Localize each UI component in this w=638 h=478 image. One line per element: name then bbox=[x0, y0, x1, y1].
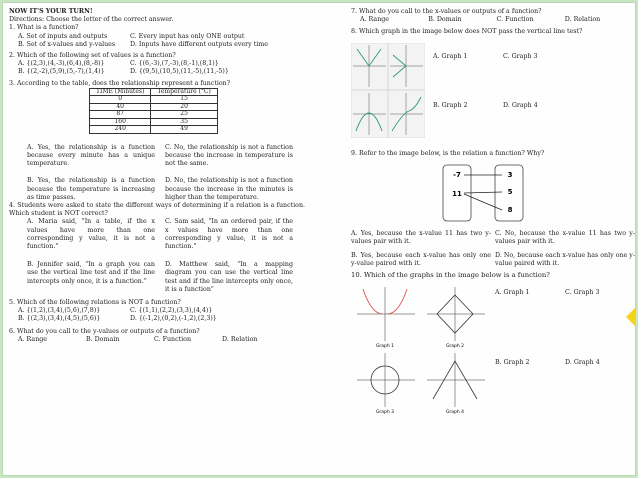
q6-option-a[interactable]: A. Range bbox=[18, 335, 48, 343]
q10-option-a[interactable]: A. Graph 1 bbox=[495, 288, 530, 296]
q3-table bbox=[89, 88, 218, 134]
q9-options bbox=[351, 230, 633, 246]
q3-question: 3. According to the table, does the relationship represent a function? bbox=[9, 79, 231, 87]
worksheet-title: NOW IT'S YOUR TURN! bbox=[9, 8, 93, 15]
q2-options-row1 bbox=[9, 60, 309, 68]
q3-table-header-temp: Temperature (°C) bbox=[151, 88, 218, 96]
mapping-input: 11 bbox=[452, 189, 462, 198]
q10-option-d[interactable]: D. Graph 4 bbox=[565, 358, 600, 366]
q2-option-c[interactable]: C. {(6,-3),(7,-3),(8,-1),(8,1)} bbox=[130, 60, 219, 68]
graph-4-label: Graph 4 bbox=[445, 409, 465, 415]
q2-option-d[interactable]: D. {(9,5),(10,5),(11,-5),(11,-5)} bbox=[130, 68, 229, 76]
q7-options bbox=[351, 16, 633, 24]
graph-2-label: Graph 2 bbox=[445, 343, 465, 349]
q1-option-c[interactable]: C. Every input has only ONE output bbox=[130, 32, 245, 40]
q7-option-b[interactable]: B. Domain bbox=[428, 16, 462, 24]
q8-options bbox=[433, 53, 563, 138]
table-cell: 15 bbox=[151, 96, 218, 104]
q9-options-2 bbox=[351, 252, 633, 268]
q3-option-c[interactable]: C. No, the relationship is not a function because the increase in temperature is not the same. bbox=[165, 143, 293, 168]
table-cell: 240 bbox=[90, 126, 151, 134]
q3-options bbox=[9, 144, 309, 169]
q2-options-row2 bbox=[9, 68, 309, 76]
table-cell: 25 bbox=[151, 111, 218, 119]
q6-option-c[interactable]: C. Function bbox=[154, 335, 191, 343]
q3-option-b[interactable]: B. Yes, the relationship is a function because the temperature is increasing as time passes. bbox=[27, 177, 155, 201]
table-cell: 35 bbox=[151, 118, 218, 126]
q6-options bbox=[9, 336, 309, 344]
q5-question: 5. Which of the following relations is NOT a function? bbox=[9, 299, 181, 307]
table-cell: 40 bbox=[90, 103, 151, 111]
q4-option-a[interactable]: A. Maria said, "In a table, if the x values have more than one corresponding y value, it is not a function." bbox=[27, 218, 155, 251]
q9-option-c[interactable]: C. No, because the x-value 11 has two y-values pair with it. bbox=[495, 229, 635, 246]
mapping-output: 5 bbox=[507, 187, 513, 196]
q2-option-b[interactable]: B. {(2,-2),(5,9),(5,-7),(1,4)} bbox=[18, 68, 105, 76]
mapping-output: 3 bbox=[507, 170, 513, 179]
q8-option-d[interactable]: D. Graph 4 bbox=[503, 102, 538, 110]
q7-question: 7. What do you call to the x-values or outputs of a function? bbox=[351, 8, 542, 15]
q5-options-row2 bbox=[9, 315, 309, 323]
graph-1-label: Graph 1 bbox=[375, 343, 395, 349]
q9-option-b[interactable]: B. Yes, because each x-value has only one y-value paired with it. bbox=[351, 252, 491, 268]
q2-option-a[interactable]: A. {(2,3),(4,-3),(6,4),(8,-8)} bbox=[18, 60, 105, 68]
q9-option-a[interactable]: A. Yes, because the x-value 11 has two y-values pair with it. bbox=[351, 229, 491, 246]
q8-question: 8. Which graph in the image below does NOT pass the vertical line test? bbox=[351, 28, 583, 36]
q8-block bbox=[351, 43, 633, 138]
graph-3-label: Graph 3 bbox=[375, 409, 395, 415]
q1-option-a[interactable]: A. Set of inputs and outputs bbox=[18, 32, 108, 40]
q6-option-d[interactable]: D. Relation bbox=[222, 335, 258, 343]
q5-options-row1 bbox=[9, 307, 309, 315]
q8-option-a[interactable]: A. Graph 1 bbox=[433, 52, 468, 60]
mapping-output: 8 bbox=[507, 205, 513, 214]
worksheet-page bbox=[3, 3, 635, 475]
mapping-input: -7 bbox=[453, 170, 461, 179]
q10-options bbox=[495, 289, 625, 415]
q3-option-a[interactable]: A. Yes, the relationship is a function because every minute has a unique temperature. bbox=[27, 143, 155, 168]
q5-option-a[interactable]: A. {(1,2),(3,4),(5,6),(7,8)} bbox=[18, 307, 101, 315]
q9-question: 9. Refer to the image below, is the relation a function? Why? bbox=[351, 149, 545, 157]
q4-question: 4. Students were asked to state the different ways of determining if a relation is a function. Which student is NOT correct? bbox=[9, 202, 305, 218]
q2-question: 2. Which of the following set of values is a function? bbox=[9, 52, 176, 60]
q6-option-b[interactable]: B. Domain bbox=[86, 335, 120, 343]
q5-option-b[interactable]: B. {(2,3),(3,4),(4,5),(5,6)} bbox=[18, 315, 101, 323]
q7-option-a[interactable]: A. Range bbox=[360, 16, 390, 24]
q4-option-c[interactable]: C. Sam said, "In an ordered pair, if the x values have more than one corresponding y value, it is not a function." bbox=[165, 218, 293, 251]
q8-graphs-image bbox=[351, 43, 425, 138]
left-column bbox=[9, 8, 309, 344]
q10-graphs-image bbox=[351, 281, 491, 415]
q9-option-d[interactable]: D. No, because each x-value has only one y-value paired with it. bbox=[495, 252, 635, 268]
table-cell: 0 bbox=[90, 96, 151, 104]
q3-option-d[interactable]: D. No, the relationship is not a function because the increase in the minutes is higher than the temperature. bbox=[165, 177, 293, 201]
q1-options-row1 bbox=[9, 33, 309, 41]
q10-option-c[interactable]: C. Graph 3 bbox=[565, 288, 600, 296]
q3-options-2 bbox=[9, 177, 309, 202]
right-column bbox=[351, 8, 633, 415]
q1-option-d[interactable]: D. Inputs have different outputs every time bbox=[130, 40, 268, 48]
q4-options-2 bbox=[9, 261, 309, 294]
q10-block bbox=[351, 281, 633, 415]
q4-option-b[interactable]: B. Jennifer said, "In a graph you can use the vertical line test and if the line intercepts only once, it is a function." bbox=[27, 261, 155, 285]
q10-question: 10. Which of the graphs in the image below is a function? bbox=[351, 270, 550, 279]
table-cell: 87 bbox=[90, 111, 151, 119]
q5-option-c[interactable]: C. {(1,1),(2,2),(3,3),(4,4)} bbox=[130, 307, 213, 315]
q1-options-row2 bbox=[9, 41, 309, 49]
q1-option-b[interactable]: B. Set of x-values and y-values bbox=[18, 40, 116, 48]
q1-question: 1. What is a function? bbox=[9, 24, 79, 32]
q4-options bbox=[9, 218, 309, 251]
table-cell: 160 bbox=[90, 118, 151, 126]
q8-option-b[interactable]: B. Graph 2 bbox=[433, 102, 468, 110]
q4-option-d[interactable]: D. Matthew said, "In a mapping diagram you can use the vertical line test and if the line intercepts only once, it is a function" bbox=[165, 261, 293, 293]
q9-mapping-diagram bbox=[439, 162, 529, 224]
directions: Directions: Choose the letter of the correct answer. bbox=[9, 16, 174, 24]
q3-table-header-time: TIME (Minutes) bbox=[90, 88, 151, 96]
q8-option-c[interactable]: C. Graph 3 bbox=[503, 52, 538, 60]
table-cell: 49 bbox=[151, 126, 218, 134]
table-cell: 20 bbox=[151, 103, 218, 111]
q6-question: 6. What do you call to the y-values or outputs of a function? bbox=[9, 327, 200, 335]
page-turn-arrow-icon[interactable] bbox=[626, 308, 635, 326]
q10-option-b[interactable]: B. Graph 2 bbox=[495, 358, 530, 366]
q7-option-d[interactable]: D. Relation bbox=[564, 16, 601, 24]
q7-option-c[interactable]: C. Function bbox=[496, 16, 534, 24]
q5-option-d[interactable]: D. {(-1,2),(0,2),(-1,2),(2,3)} bbox=[130, 315, 217, 323]
